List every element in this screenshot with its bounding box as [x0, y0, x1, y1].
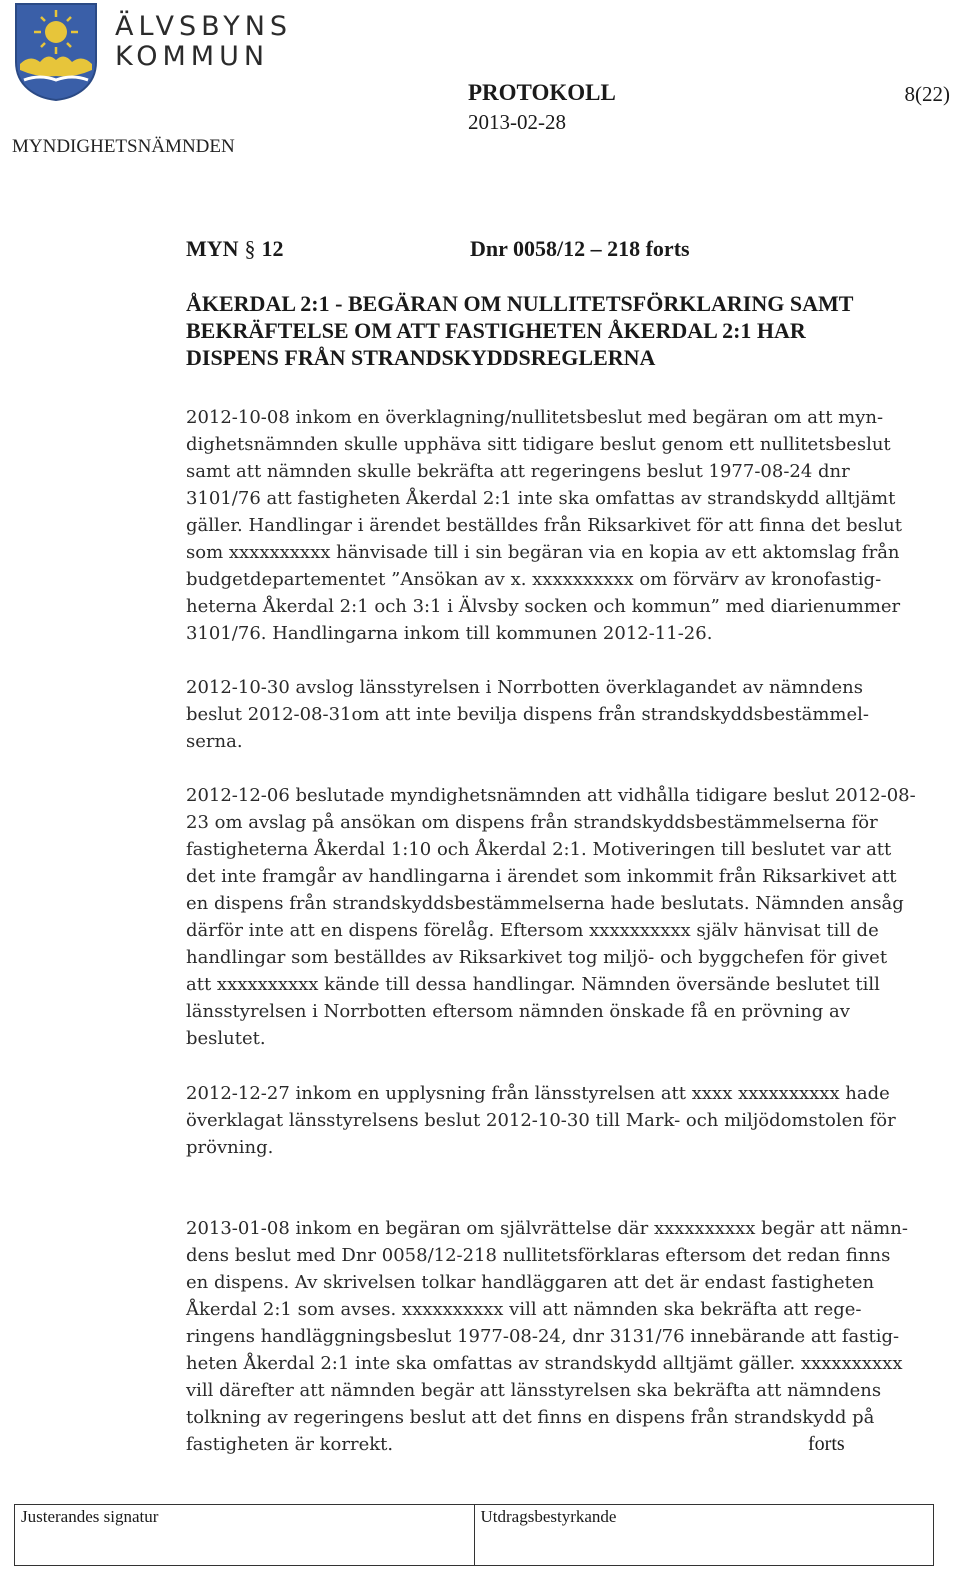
text-line: fastigheten är korrekt. — [186, 1434, 394, 1455]
committee-name: MYNDIGHETSNÄMNDEN — [12, 136, 235, 157]
paragraph-4 — [186, 1080, 946, 1161]
title-line: ÅKERDAL 2:1 - BEGÄRAN OM NULLITETSFÖRKLARING SAMT — [186, 291, 854, 316]
title-line: BEKRÄFTELSE OM ATT FASTIGHETEN ÅKERDAL 2:1 HAR — [186, 318, 806, 343]
continued-marker: forts — [808, 1433, 845, 1455]
paragraph-3 — [186, 782, 946, 1052]
text-line: gäller. Handlingar i ärendet beställdes från Riksarkivet för att finna det beslut — [186, 515, 902, 536]
section-sign: § — [244, 236, 256, 261]
text-line: 23 om avslag på ansökan om dispens från strandskyddsbestämmelserna för — [186, 812, 878, 833]
text-line: vill därefter att nämnden begär att länsstyrelsen ska bekräfta att nämndens — [186, 1380, 882, 1401]
text-line: dighetsnämnden skulle upphäva sitt tidigare beslut genom ett nullitetsbeslut — [186, 434, 891, 455]
text-line: 3101/76 att fastigheten Åkerdal 2:1 inte ska omfattas av strandskydd alltjämt — [186, 488, 896, 509]
text-line: en dispens. Av skrivelsen tolkar handläggaren att det är endast fastigheten — [186, 1272, 875, 1293]
text-line: som xxxxxxxxxx hänvisade till i sin begäran via en kopia av ett aktomslag från — [186, 542, 900, 563]
text-line: överklagat länsstyrelsens beslut 2012-10-30 till Mark- och miljödomstolen för — [186, 1110, 896, 1131]
document-date: 2013-02-28 — [468, 110, 566, 134]
organization-name-line2: KOMMUN — [115, 41, 270, 72]
paragraph-1 — [186, 404, 946, 647]
text-line: en dispens från strandskyddsbestämmelserna hade beslutats. Nämnden ansåg — [186, 893, 904, 914]
text-line: beslutet. — [186, 1028, 266, 1049]
text-line: heten Åkerdal 2:1 inte ska omfattas av strandskydd alltjämt gäller. xxxxxxxxxx — [186, 1353, 903, 1374]
text-line: handlingar som beställdes av Riksarkivet tog miljö- och byggchefen för givet — [186, 947, 888, 968]
text-line: serna. — [186, 731, 243, 752]
text-line: heterna Åkerdal 2:1 och 3:1 i Älvsby socken och kommun” med diarienummer — [186, 596, 901, 617]
paragraph-5 — [186, 1215, 946, 1458]
text-line: dens beslut med Dnr 0058/12-218 nullitetsförklaras eftersom det redan finns — [186, 1245, 891, 1266]
page-number: 8(22) — [904, 82, 950, 106]
text-line: ringens handläggningsbeslut 1977-08-24, dnr 3131/76 innebärande att fastig- — [186, 1326, 900, 1347]
signature-table — [14, 1504, 934, 1566]
document-type: PROTOKOLL — [468, 80, 616, 105]
signature-cell — [15, 1505, 474, 1565]
text-line: det inte framgår av handlingarna i ärendet som inkommit från Riksarkivet att — [186, 866, 897, 887]
text-line: 2012-10-30 avslog länsstyrelsen i Norrbotten överklagandet av nämndens — [186, 677, 863, 698]
case-prefix: MYN — [186, 236, 239, 261]
case-title — [186, 290, 926, 371]
coat-of-arms-logo — [14, 2, 98, 102]
case-number-value: 12 — [261, 236, 284, 261]
extract-certification-label: Utdragsbestyrkande — [480, 1507, 617, 1526]
text-line: därför inte att en dispens förelåg. Eftersom xxxxxxxxxx själv hänvisat till de — [186, 920, 879, 941]
text-line: fastigheterna Åkerdal 1:10 och Åkerdal 2:1. Motiveringen till beslutet var att — [186, 839, 892, 860]
text-line: budgetdepartementet ”Ansökan av x. xxxxxxxxxx om förvärv av kronofastig- — [186, 569, 882, 590]
text-line: Åkerdal 2:1 som avses. xxxxxxxxxx vill att nämnden ska bekräfta att rege- — [186, 1299, 862, 1320]
text-line: prövning. — [186, 1137, 274, 1158]
text-line: 2012-12-06 beslutade myndighetsnämnden att vidhålla tidigare beslut 2012-08- — [186, 785, 916, 806]
text-line: beslut 2012-08-31om att inte bevilja dispens från strandskyddsbestämmel- — [186, 704, 869, 725]
text-line: samt att nämnden skulle bekräfta att regeringens beslut 1977-08-24 dnr — [186, 461, 850, 482]
title-line: DISPENS FRÅN STRANDSKYDDSREGLERNA — [186, 345, 656, 370]
extract-certification-cell — [474, 1505, 934, 1565]
signature-label: Justerandes signatur — [21, 1507, 159, 1526]
text-line: 2013-01-08 inkom en begäran om självrättelse där xxxxxxxxxx begär att nämn- — [186, 1218, 908, 1239]
organization-name — [115, 12, 292, 72]
diary-number: Dnr 0058/12 – 218 forts — [470, 236, 690, 261]
text-line: 2012-10-08 inkom en överklagning/nullitetsbeslut med begäran om att myn- — [186, 407, 884, 428]
text-line: 3101/76. Handlingarna inkom till kommunen 2012-11-26. — [186, 623, 713, 644]
organization-name-line1: ÄLVSBYNS — [115, 11, 293, 42]
text-line: tolkning av regeringens beslut att det finns en dispens från strandskydd på — [186, 1407, 875, 1428]
text-line: länsstyrelsen i Norrbotten eftersom nämnden önskade få en prövning av — [186, 1001, 850, 1022]
text-line: 2012-12-27 inkom en upplysning från länsstyrelsen att xxxx xxxxxxxxxx hade — [186, 1083, 890, 1104]
text-line: att xxxxxxxxxx kände till dessa handlingar. Nämnden översände beslutet till — [186, 974, 880, 995]
case-number — [186, 236, 284, 262]
paragraph-2 — [186, 674, 946, 755]
